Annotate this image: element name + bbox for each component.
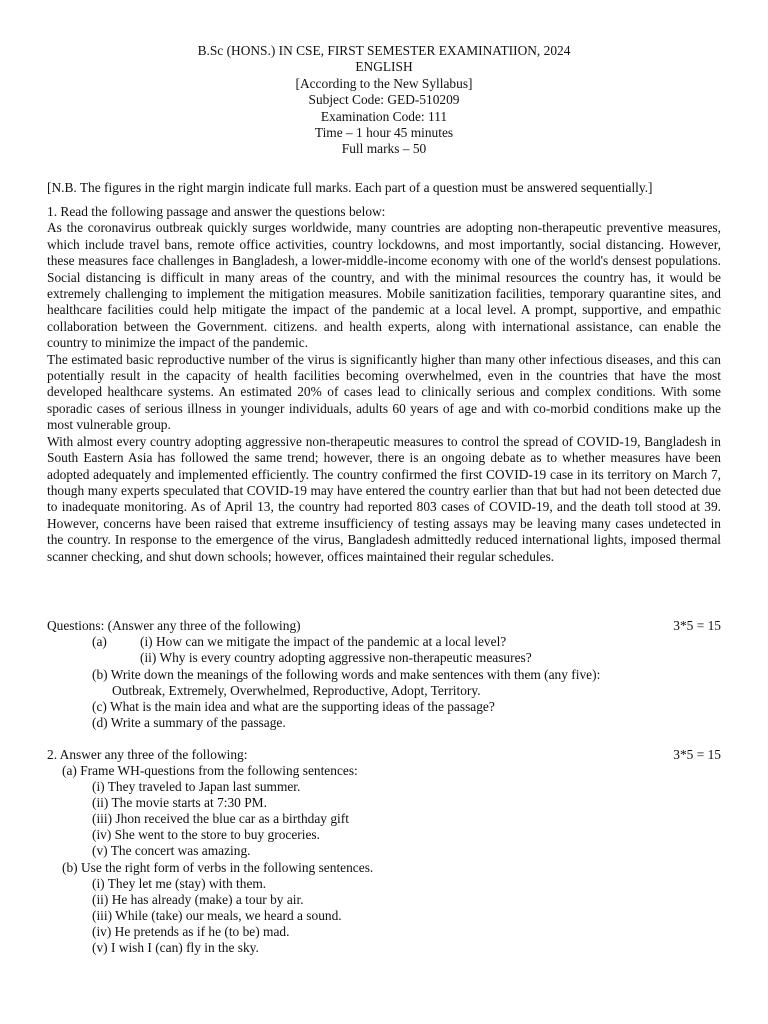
- subject-name: ENGLISH: [355, 59, 413, 75]
- passage-paragraph-2: The estimated basic reproductive number of the virus is significantly higher than many other infectious diseases, and this can potentially result in the capacity of health facilities becoming overwhelmed, even in the countries that have the most developed healthcare systems. An estimated 20% of cases lead to clinically serious and complex conditions. With some sporadic cases of serious illness in younger individuals, adults 60 years of age and with co-morbid conditions make up the most vulnerable group.: [47, 351, 721, 433]
- question-1-marks: 3*5 = 15: [673, 618, 721, 633]
- sub-question-d: (d) Write a summary of the passage.: [92, 715, 286, 730]
- question-1-passage: [47, 204, 721, 565]
- passage-paragraph-3: With almost every country adopting aggressive non-therapeutic measures to control the spread of COVID-19, Bangladesh in South Eastern Asia has followed the same trend; however, there is an ongoing debate as to whether measures have been adopted adequately and implemented efficiently. The country confirmed the first COVID-19 case in its territory on March 7, though many experts speculated that COVID-19 may have entered the country earlier than that but had not been detected due to inadequate monitoring. As of April 13, the country had reported 803 cases of COVID-19, and the death toll stood at 39. However, concerns have been raised that extreme insufficiency of testing assays may be leaving many cases undetected in the country. In response to the emergence of the virus, Bangladesh admittedly reduced international lights, imposed thermal scanner checking, and shut down schools; however, offices maintained their regular schedules.: [47, 433, 721, 564]
- exam-title: B.Sc (HONS.) IN CSE, FIRST SEMESTER EXAMINATIION, 2024: [197, 43, 571, 58]
- sub-question-b-words: Outbreak, Extremely, Overwhelmed, Reproductive, Adopt, Territory.: [112, 683, 481, 698]
- list-item: (i) They traveled to Japan last summer.: [92, 779, 301, 794]
- questions-title: Questions: (Answer any three of the following): [47, 618, 301, 633]
- list-item: (iii) While (take) our meals, we heard a sound.: [92, 908, 342, 923]
- question-1-title: 1. Read the following passage and answer the questions below:: [47, 204, 386, 219]
- time-allowed: Time – 1 hour 45 minutes: [314, 125, 454, 141]
- sub-question-c: (c) What is the main idea and what are the supporting ideas of the passage?: [92, 699, 495, 714]
- full-marks: Full marks – 50: [341, 141, 427, 157]
- list-item: (iii) Jhon received the blue car as a birthday gift: [92, 811, 349, 826]
- list-item: (ii) The movie starts at 7:30 PM.: [92, 795, 267, 810]
- sub-question-a-label: (a): [92, 634, 107, 649]
- examination-code: Examination Code: 111: [320, 108, 448, 124]
- list-item: (i) They let me (stay) with them.: [92, 876, 267, 891]
- question-2-marks: 3*5 = 15: [673, 747, 721, 762]
- syllabus-note: [According to the New Syllabus]: [295, 75, 473, 91]
- list-item: (v) I wish I (can) fly in the sky.: [92, 940, 259, 955]
- list-item: (ii) He has already (make) a tour by air.: [92, 892, 304, 907]
- question-2-b: (b) Use the right form of verbs in the following sentences.: [62, 860, 374, 875]
- question-2-a: (a) Frame WH-questions from the following sentences:: [62, 763, 358, 778]
- sub-question-b: (b) Write down the meanings of the following words and make sentences with them (any five):: [92, 667, 601, 682]
- list-item: (iv) She went to the store to buy groceries.: [92, 827, 320, 842]
- list-item: (iv) He pretends as if he (to be) mad.: [92, 924, 290, 939]
- subject-code: Subject Code: GED-510209: [308, 92, 460, 108]
- nb-note: [N.B. The figures in the right margin indicate full marks. Each part of a question must be answered sequentially.]: [47, 180, 653, 195]
- list-item: (v) The concert was amazing.: [92, 843, 251, 858]
- sub-question-a-i: (i) How can we mitigate the impact of the pandemic at a local level?: [140, 634, 507, 649]
- passage-paragraph-1: As the coronavirus outbreak quickly surges worldwide, many countries are adopting non-therapeutic preventive measures, which include travel bans, remote office activities, country lockdowns, and most importantly, social distancing. However, these measures face challenges in Bangladesh, a lower-middle-income economy with one of the world's densest populations. Social distancing is difficult in many areas of the country, and with the minimal resources the country has, it would be extremely challenging to implement the mitigation measures. Mobile sanitization facilities, temporary quarantine sites, and healthcare facilities could help mitigate the impact of the pandemic at a local level. A prompt, supportive, and empathic collaboration between the Government. citizens. and health experts, along with international assistance, can enable the country to minimize the impact of the pandemic.: [47, 220, 721, 351]
- sub-question-a-ii: (ii) Why is every country adopting aggressive non-therapeutic measures?: [140, 650, 532, 665]
- exam-header: [0, 43, 768, 158]
- question-2-title: 2. Answer any three of the following:: [47, 747, 248, 762]
